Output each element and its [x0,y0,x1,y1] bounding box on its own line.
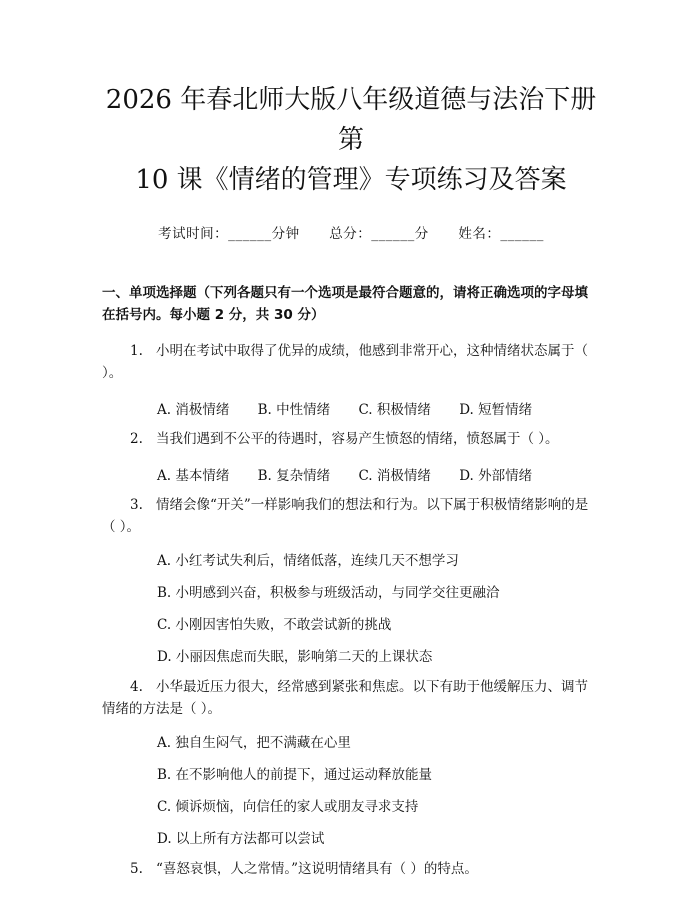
option-a: A. 消极情绪 [157,402,230,418]
option-c: C. 消极情绪 [358,468,431,484]
option-a: A. 小红考试失利后，情绪低落，连续几天不想学习 [157,553,459,569]
question-text: 当我们遇到不公平的待遇时，容易产生愤怒的情绪，愤怒属于（ ）。 [156,431,559,447]
exam-name: 姓名：______ [458,226,544,242]
question-text: 小华最近压力很大，经常感到紧张和焦虑。以下有助于他缓解压力、调节情绪的方法是（ ）。 [102,679,588,717]
option-d: D. 短暂情绪 [459,402,533,418]
question-number: 1. [130,343,143,359]
question-number: 4. [130,679,143,695]
option-a: A. 基本情绪 [157,468,230,484]
option-b: B. 复杂情绪 [257,468,331,484]
question-number: 2. [130,431,143,447]
question-text: 小明在考试中取得了优异的成绩，他感到非常开心，这种情绪状态属于（ ）。 [102,343,588,381]
option-c: C. 倾诉烦恼，向信任的家人或朋友寻求支持 [157,799,419,815]
option-d: D. 外部情绪 [459,468,533,484]
option-b: B. 小明感到兴奋，积极参与班级活动，与同学交往更融洽 [157,585,500,601]
option-d: D. 以上所有方法都可以尝试 [157,831,325,847]
exam-meta [102,222,600,242]
question-text: “喜怒哀惧，人之常情。”这说明情绪具有（ ）的特点。 [156,861,478,877]
option-d: D. 小丽因焦虑而失眠，影响第二天的上课状态 [157,649,433,665]
question-2 [102,428,600,450]
title-line-1: 2026 年春北师大版八年级道德与法治下册第 [105,85,597,155]
exam-score: 总分：______分 [329,226,429,242]
question-3 [102,494,600,538]
question-4 [102,676,600,720]
section-title-single-choice: 一、单项选择题（下列各题只有一个选项是最符合题意的，请将正确选项的字母填在括号内。每小题 2 分，共 30 分） [102,285,588,323]
option-b: B. 在不影响他人的前提下，通过运动释放能量 [157,767,433,783]
question-1 [102,340,600,384]
title-line-2: 10 课《情绪的管理》专项练习及答案 [135,165,567,195]
question-5 [102,858,600,880]
options-q1 [157,398,600,418]
question-number: 3. [130,497,143,513]
option-a: A. 独自生闷气，把不满藏在心里 [157,735,351,751]
exam-time: 考试时间：______分钟 [158,226,300,242]
question-text: 情绪会像“开关”一样影响我们的想法和行为。以下属于积极情绪影响的是（ ）。 [102,497,589,535]
option-c: C. 小刚因害怕失败，不敢尝试新的挑战 [157,617,392,633]
option-c: C. 积极情绪 [358,402,431,418]
options-q2 [157,464,600,484]
question-number: 5. [130,861,143,877]
document-title [102,0,600,200]
option-b: B. 中性情绪 [257,402,331,418]
